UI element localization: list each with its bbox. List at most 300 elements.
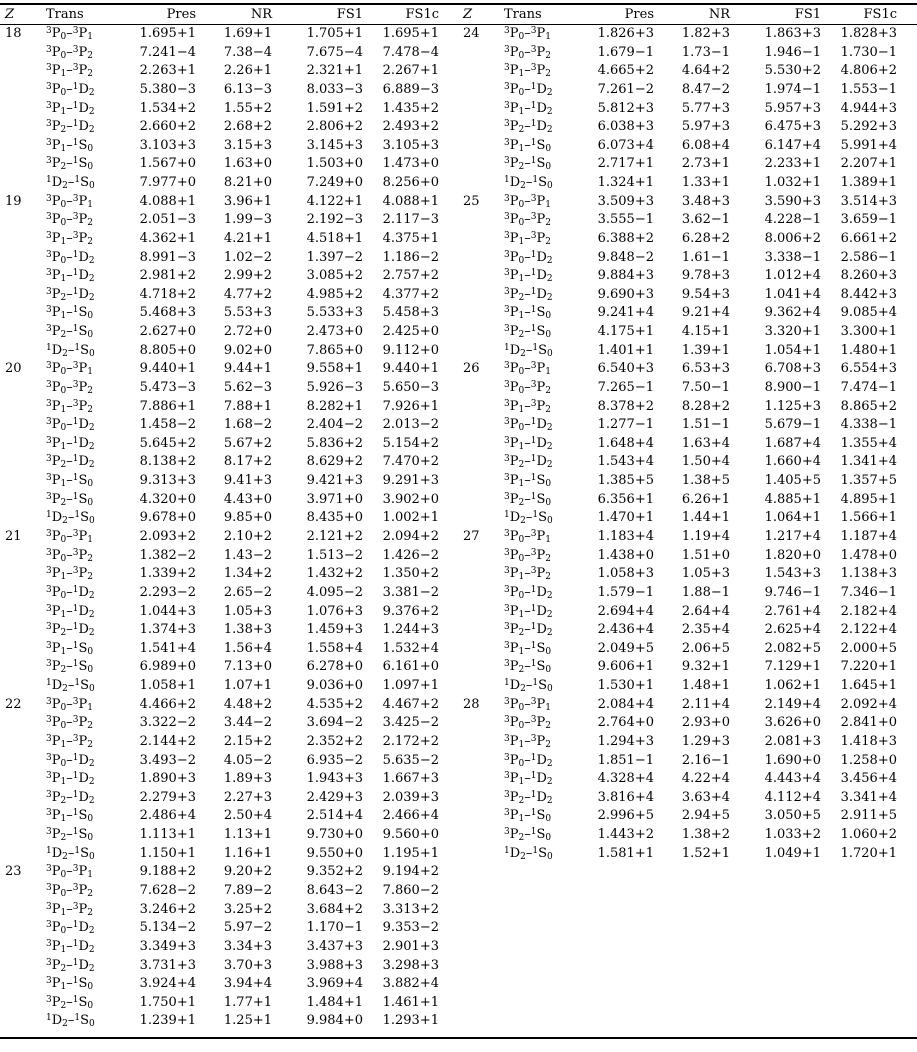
cell-transition — [46, 770, 95, 789]
lower-term: P — [509, 435, 519, 451]
cell-fs1: 9.362+4 — [764, 305, 821, 321]
cell-fs1c: 3.456+4 — [840, 771, 897, 787]
cell-nr: 1.89+3 — [223, 771, 272, 787]
lower-j: 0 — [60, 32, 67, 42]
cell-pres: 4.466+2 — [139, 696, 196, 712]
upper-term: S — [536, 156, 546, 172]
cell-transition — [504, 211, 551, 230]
lower-j: 0 — [518, 367, 525, 378]
lower-term: P — [51, 361, 61, 377]
upper-multiplicity: 1 — [72, 994, 79, 1005]
upper-term: P — [78, 715, 88, 731]
cell-fs1c: 1.097+1 — [382, 678, 439, 694]
cell-fs1: 1.974−1 — [764, 81, 821, 97]
cell-pres: 1.443+2 — [597, 827, 654, 843]
upper-multiplicity: 3 — [72, 901, 79, 912]
upper-j: 2 — [546, 255, 553, 266]
lower-term: D — [51, 342, 63, 358]
lower-multiplicity: 3 — [504, 417, 510, 428]
transition-dash: – — [66, 584, 73, 600]
lower-j: 1 — [518, 106, 525, 117]
cell-transition — [46, 975, 93, 994]
lower-j: 0 — [60, 385, 67, 396]
upper-j: 2 — [88, 777, 95, 788]
cell-pres: 1.058+1 — [139, 678, 196, 694]
upper-term: D — [78, 603, 89, 619]
upper-j: 2 — [546, 125, 553, 136]
cell-fs1: 7.865+0 — [306, 342, 363, 358]
cell-transition — [504, 696, 551, 715]
upper-multiplicity: 3 — [72, 864, 79, 875]
cell-fs1c: 8.260+3 — [840, 268, 897, 284]
cell-fs1c: 2.122+4 — [840, 622, 897, 638]
cell-fs1c: 1.720+1 — [840, 845, 897, 861]
lower-term: P — [509, 230, 519, 246]
lower-j: 2 — [62, 181, 68, 192]
transition-dash: – — [66, 733, 73, 749]
upper-term: P — [78, 864, 88, 880]
cell-pres: 8.138+2 — [139, 454, 196, 470]
lower-multiplicity: 3 — [504, 696, 510, 707]
transition-dash: – — [524, 26, 531, 41]
cell-transition — [504, 677, 553, 696]
upper-j: 1 — [545, 199, 551, 210]
lower-j: 1 — [60, 311, 67, 322]
cell-transition — [46, 118, 95, 137]
lower-term: P — [51, 26, 61, 41]
table-row — [0, 994, 459, 1013]
lower-term: P — [51, 193, 61, 209]
cell-fs1c: 1.357+5 — [840, 473, 897, 489]
header-fs1: FS1 — [794, 7, 821, 22]
lower-j: 1 — [60, 106, 67, 117]
upper-term: S — [80, 845, 90, 861]
lower-multiplicity: 3 — [46, 864, 52, 875]
transition-dash: – — [66, 603, 73, 619]
transition-dash: – — [66, 789, 73, 805]
cell-transition — [46, 547, 93, 566]
lower-j: 1 — [60, 739, 67, 750]
upper-term: D — [78, 771, 89, 787]
cell-fs1c: 3.105+3 — [382, 137, 439, 153]
table-row — [458, 491, 917, 510]
lower-multiplicity: 3 — [46, 938, 52, 949]
cell-fs1: 1.943+3 — [306, 771, 363, 787]
lower-multiplicity: 3 — [46, 622, 52, 633]
cell-fs1: 7.129+1 — [764, 659, 821, 675]
transition-dash: – — [524, 361, 531, 377]
table-row — [458, 807, 917, 826]
upper-j: 1 — [87, 367, 93, 378]
cell-nr: 5.97−2 — [223, 920, 272, 936]
upper-multiplicity: 1 — [530, 622, 537, 633]
lower-multiplicity: 3 — [46, 137, 52, 148]
cell-pres: 1.750+1 — [139, 994, 196, 1010]
upper-multiplicity: 1 — [530, 808, 537, 819]
cell-fs1: 8.629+2 — [306, 454, 363, 470]
upper-term: D — [536, 268, 547, 284]
cell-transition — [46, 696, 93, 715]
cell-nr: 2.26+1 — [223, 63, 272, 79]
lower-j: 1 — [60, 944, 67, 955]
upper-multiplicity: 1 — [532, 510, 539, 521]
lower-term: D — [51, 845, 63, 861]
cell-fs1: 1.076+3 — [306, 603, 363, 619]
table-row — [458, 25, 917, 44]
upper-multiplicity: 1 — [72, 454, 79, 465]
cell-fs1c: 6.554+3 — [840, 361, 897, 377]
transition-dash: – — [66, 994, 73, 1010]
lower-term: P — [509, 212, 519, 228]
transition-dash: – — [66, 640, 73, 656]
lower-multiplicity: 3 — [46, 26, 52, 36]
cell-fs1: 8.282+1 — [306, 398, 363, 414]
upper-j: 0 — [87, 814, 94, 825]
cell-fs1: 6.708+3 — [764, 361, 821, 377]
cell-fs1c: 2.039+3 — [382, 789, 439, 805]
cell-nr: 6.28+2 — [681, 230, 730, 246]
table-row — [0, 174, 459, 193]
upper-term: P — [536, 733, 546, 749]
lower-multiplicity: 3 — [46, 603, 52, 614]
cell-fs1c: 6.161+0 — [382, 659, 439, 675]
cell-transition — [504, 770, 553, 789]
cell-nr: 1.88−1 — [681, 584, 730, 600]
lower-j: 0 — [60, 199, 67, 210]
upper-j: 2 — [545, 236, 551, 247]
cell-transition — [46, 416, 95, 435]
cell-fs1: 1.012+4 — [764, 268, 821, 284]
lower-j: 0 — [60, 423, 67, 434]
cell-nr: 1.82+3 — [681, 26, 730, 41]
upper-term: S — [536, 491, 546, 507]
upper-j: 0 — [545, 833, 552, 844]
lower-multiplicity: 3 — [504, 454, 510, 465]
upper-term: S — [78, 808, 88, 824]
cell-z: 21 — [5, 529, 22, 544]
table-row — [458, 714, 917, 733]
upper-multiplicity: 1 — [72, 491, 79, 502]
cell-transition — [46, 565, 93, 584]
transition-dash: – — [66, 882, 73, 898]
transition-dash: – — [67, 1013, 75, 1029]
cell-nr: 9.41+3 — [223, 473, 272, 489]
cell-nr: 1.55+2 — [223, 100, 272, 116]
upper-term: D — [78, 454, 89, 470]
cell-transition — [504, 249, 553, 268]
upper-multiplicity: 1 — [74, 175, 81, 186]
cell-transition — [46, 1012, 95, 1031]
upper-j: 0 — [87, 479, 94, 490]
cell-pres: 9.241+4 — [597, 305, 654, 321]
upper-j: 1 — [87, 199, 93, 210]
transition-dash: – — [66, 193, 73, 209]
table-row — [458, 658, 917, 677]
cell-pres: 4.175+1 — [597, 324, 654, 340]
lower-term: P — [509, 156, 519, 172]
cell-pres: 1.382−2 — [139, 547, 196, 563]
cell-nr: 3.48+3 — [681, 193, 730, 209]
lower-j: 2 — [518, 665, 525, 676]
table-row — [458, 304, 917, 323]
cell-transition — [46, 137, 93, 156]
lower-term: P — [51, 864, 61, 880]
lower-j: 0 — [518, 199, 525, 210]
cell-fs1: 3.626+0 — [764, 715, 821, 731]
lower-term: P — [509, 473, 519, 489]
table-row — [0, 491, 459, 510]
cell-pres: 7.241−4 — [139, 44, 196, 60]
table-row — [0, 957, 459, 976]
cell-transition — [46, 863, 93, 882]
lower-term: P — [509, 491, 519, 507]
lower-j: 0 — [518, 32, 525, 42]
cell-fs1: 4.885+1 — [764, 491, 821, 507]
lower-multiplicity: 3 — [46, 976, 52, 987]
table-header-right — [458, 5, 917, 24]
cell-nr: 1.19+4 — [681, 529, 730, 544]
upper-multiplicity: 3 — [530, 529, 537, 539]
table-row — [458, 733, 917, 752]
upper-term: S — [78, 976, 88, 992]
transition-dash: – — [524, 100, 531, 116]
lower-j: 0 — [60, 255, 67, 266]
cell-nr: 4.21+1 — [223, 230, 272, 246]
table-row — [458, 211, 917, 230]
cell-nr: 6.26+1 — [681, 491, 730, 507]
upper-term: P — [78, 882, 88, 898]
lower-term: P — [509, 81, 519, 97]
upper-term: S — [536, 473, 546, 489]
lower-multiplicity: 3 — [504, 44, 510, 55]
upper-multiplicity: 1 — [530, 603, 537, 614]
upper-multiplicity: 3 — [530, 44, 537, 55]
cell-pres: 2.293−2 — [139, 584, 196, 600]
upper-j: 1 — [545, 32, 551, 42]
cell-nr: 6.08+4 — [681, 137, 730, 153]
lower-multiplicity: 3 — [46, 994, 52, 1005]
cell-pres: 9.884+3 — [597, 268, 654, 284]
lower-j: 2 — [518, 833, 525, 844]
table-row — [0, 752, 459, 771]
upper-j: 2 — [88, 423, 95, 434]
upper-multiplicity: 1 — [530, 137, 537, 148]
lower-multiplicity: 3 — [504, 584, 510, 595]
cell-nr: 3.34+3 — [223, 938, 272, 954]
table-row — [0, 789, 459, 808]
upper-j: 2 — [88, 609, 95, 620]
lower-j: 2 — [60, 1000, 67, 1011]
upper-multiplicity: 1 — [530, 119, 537, 130]
table-row — [458, 286, 917, 305]
cell-nr: 2.11+4 — [681, 696, 730, 712]
upper-term: S — [78, 156, 88, 172]
lower-j: 2 — [60, 460, 67, 471]
lower-term: P — [509, 733, 519, 749]
lower-multiplicity: 3 — [504, 789, 510, 800]
cell-fs1c: 2.841+0 — [840, 715, 897, 731]
cell-pres: 3.322−2 — [139, 715, 196, 731]
cell-fs1: 3.145+3 — [306, 137, 363, 153]
lower-j: 0 — [518, 553, 525, 564]
transition-dash: – — [524, 81, 531, 97]
lower-multiplicity: 3 — [46, 771, 52, 782]
cell-fs1: 3.320+1 — [764, 324, 821, 340]
cell-nr: 9.54+3 — [681, 286, 730, 302]
lower-term: P — [509, 547, 519, 563]
lower-multiplicity: 3 — [504, 26, 510, 36]
cell-transition — [46, 957, 95, 976]
cell-transition — [46, 472, 93, 491]
cell-fs1c: 2.466+4 — [382, 808, 439, 824]
lower-j: 1 — [518, 69, 525, 80]
upper-j: 0 — [547, 516, 553, 527]
lower-j: 2 — [62, 851, 68, 862]
lower-j: 0 — [60, 553, 67, 564]
lower-multiplicity: 3 — [504, 81, 510, 92]
cell-pres: 9.313+3 — [139, 473, 196, 489]
lower-multiplicity: 3 — [504, 529, 510, 539]
lower-term: P — [51, 119, 61, 135]
cell-fs1c: 1.258+0 — [840, 752, 897, 768]
cell-pres: 2.436+4 — [597, 622, 654, 638]
upper-j: 0 — [87, 665, 94, 676]
cell-nr: 3.25+2 — [223, 901, 272, 917]
upper-multiplicity: 1 — [530, 454, 537, 465]
cell-fs1: 3.694−2 — [306, 715, 363, 731]
upper-term: S — [536, 808, 546, 824]
cell-nr: 2.27+3 — [223, 789, 272, 805]
table-row — [458, 323, 917, 342]
cell-fs1c: 1.480+1 — [840, 342, 897, 358]
upper-multiplicity: 1 — [74, 510, 81, 521]
upper-term: S — [536, 324, 546, 340]
upper-j: 2 — [545, 721, 551, 732]
lower-term: P — [509, 286, 519, 302]
upper-term: S — [538, 175, 548, 191]
lower-multiplicity: 3 — [46, 435, 52, 446]
cell-transition — [46, 509, 95, 528]
cell-nr: 1.29+3 — [681, 733, 730, 749]
table-row — [458, 472, 917, 491]
cell-fs1c: 2.586−1 — [840, 249, 897, 265]
upper-term: S — [80, 175, 90, 191]
upper-multiplicity: 1 — [72, 137, 79, 148]
cell-fs1c: 1.426−2 — [382, 547, 439, 563]
upper-term: S — [80, 342, 90, 358]
lower-multiplicity: 3 — [504, 435, 510, 446]
cell-nr: 1.56+4 — [223, 640, 272, 656]
upper-multiplicity: 1 — [72, 268, 79, 279]
cell-nr: 2.65−2 — [223, 584, 272, 600]
cell-transition — [504, 826, 551, 845]
upper-multiplicity: 1 — [530, 156, 537, 167]
table-row — [458, 677, 917, 696]
cell-pres: 2.263+1 — [139, 63, 196, 79]
cell-fs1c: 1.828+3 — [840, 26, 897, 41]
cell-fs1: 1.690+0 — [764, 752, 821, 768]
cell-fs1: 6.935−2 — [306, 752, 363, 768]
cell-nr: 6.53+3 — [681, 361, 730, 377]
transition-dash: – — [67, 845, 75, 861]
transition-dash: – — [524, 119, 531, 135]
cell-fs1c: 9.440+1 — [382, 361, 439, 377]
cell-pres: 9.188+2 — [139, 864, 196, 880]
cell-transition — [46, 62, 93, 81]
transition-dash: – — [66, 361, 73, 377]
cell-nr: 1.63+0 — [223, 156, 272, 172]
cell-nr: 3.70+3 — [223, 957, 272, 973]
upper-term: S — [80, 510, 90, 526]
cell-pres: 3.924+4 — [139, 976, 196, 992]
cell-transition — [46, 286, 95, 305]
lower-j: 2 — [518, 292, 525, 303]
cell-transition — [46, 938, 95, 957]
cell-transition — [504, 230, 551, 249]
lower-j: 2 — [60, 963, 67, 974]
cell-nr: 4.05−2 — [223, 752, 272, 768]
cell-transition — [504, 807, 551, 826]
upper-term: P — [536, 44, 546, 60]
upper-multiplicity: 3 — [530, 547, 537, 558]
upper-term: D — [78, 100, 89, 116]
lower-term: P — [51, 100, 61, 116]
cell-fs1c: 1.418+3 — [840, 733, 897, 749]
cell-nr: 1.39+1 — [681, 342, 730, 358]
lower-multiplicity: 3 — [46, 901, 52, 912]
lower-term: P — [51, 137, 61, 153]
cell-transition — [504, 81, 553, 100]
upper-multiplicity: 1 — [72, 603, 79, 614]
transition-dash: – — [66, 435, 73, 451]
lower-j: 1 — [60, 646, 67, 657]
lower-multiplicity: 3 — [46, 640, 52, 651]
table-row — [0, 360, 459, 379]
upper-multiplicity: 3 — [530, 398, 537, 409]
upper-multiplicity: 1 — [530, 324, 537, 335]
upper-j: 2 — [87, 553, 93, 564]
table-row — [0, 211, 459, 230]
transition-dash: – — [66, 324, 73, 340]
lower-multiplicity: 3 — [46, 659, 52, 670]
table-row — [458, 845, 917, 864]
upper-multiplicity: 1 — [530, 827, 537, 838]
upper-j: 1 — [545, 702, 551, 713]
transition-dash: – — [66, 659, 73, 675]
upper-multiplicity: 1 — [72, 771, 79, 782]
upper-j: 0 — [87, 162, 94, 173]
lower-term: P — [509, 249, 519, 265]
cell-pres: 1.851−1 — [597, 752, 654, 768]
transition-dash: – — [66, 938, 73, 954]
cell-pres: 9.606+1 — [597, 659, 654, 675]
cell-fs1: 9.550+0 — [306, 845, 363, 861]
cell-nr: 1.05+3 — [223, 603, 272, 619]
upper-multiplicity: 1 — [72, 622, 79, 633]
cell-transition — [504, 658, 551, 677]
table-row — [0, 603, 459, 622]
transition-dash: – — [524, 547, 531, 563]
cell-pres: 8.991−3 — [139, 249, 196, 265]
cell-pres: 2.764+0 — [597, 715, 654, 731]
cell-pres: 1.044+3 — [139, 603, 196, 619]
cell-fs1: 3.971+0 — [306, 491, 363, 507]
upper-term: P — [78, 63, 88, 79]
transition-dash: – — [524, 268, 531, 284]
cell-nr: 1.51−1 — [681, 417, 730, 433]
cell-transition — [504, 62, 551, 81]
lower-term: P — [509, 566, 519, 582]
